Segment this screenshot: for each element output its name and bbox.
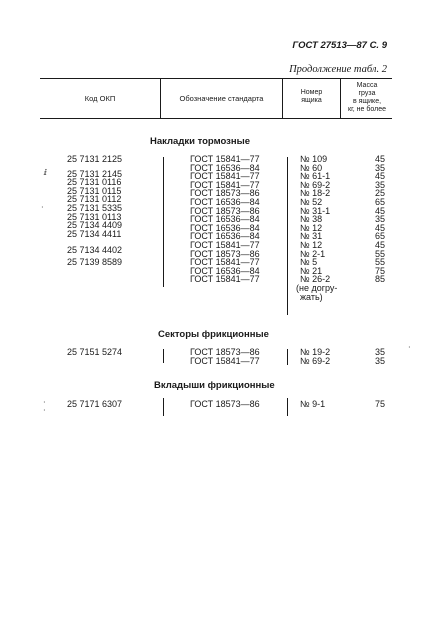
section-standards — [190, 348, 260, 365]
scan-speck: · — [43, 406, 46, 415]
row-bar-standard — [163, 398, 164, 416]
box-cell: № 5 — [300, 257, 318, 268]
section-title: Секторы фрикционные — [158, 329, 269, 340]
standard-cell: ГОСТ 18573—86 — [190, 399, 260, 409]
standard-cell: ГОСТ 18573—86 — [190, 248, 260, 259]
table-header-bottom-rule — [40, 118, 392, 119]
standard-cell: ГОСТ 16536—84 — [190, 162, 260, 173]
row-bar-box — [287, 157, 288, 315]
standard-cell: ГОСТ 15841—77 — [190, 274, 260, 285]
section-title: Накладки тормозные — [150, 136, 251, 147]
row-bar-box — [287, 349, 288, 365]
box-cell: № 12 — [300, 222, 323, 233]
scan-speck: · — [41, 203, 44, 212]
code-cell: 25 7131 0116 — [67, 177, 122, 188]
mass-cell: 35 — [375, 179, 386, 190]
box-cell: № 9-1 — [300, 399, 326, 409]
standard-cell: ГОСТ 15841—77 — [190, 355, 260, 366]
column-header-standard: Обозначение стандарта — [179, 94, 264, 103]
box-cell: № 31 — [300, 231, 323, 242]
standard-cell: ГОСТ 18573—86 — [190, 347, 260, 357]
section-codes — [67, 155, 122, 267]
mass-cell: 45 — [375, 171, 386, 182]
box-cell: № 109 — [300, 154, 328, 164]
standard-cell: ГОСТ 15841—77 — [190, 154, 260, 164]
mass-cell: 35 — [375, 162, 386, 173]
box-cell: № 2-1 — [300, 248, 326, 259]
standard-cell: ГОСТ 16536—84 — [190, 231, 260, 242]
scan-speck: · — [43, 398, 46, 407]
code-cell: 25 7134 4409 — [67, 220, 123, 231]
standard-cell: ГОСТ 15841—77 — [190, 239, 260, 250]
code-cell: 25 7139 8589 — [67, 256, 123, 267]
code-cell: 25 7134 4402 — [67, 245, 123, 256]
mass-cell: 25 — [375, 188, 386, 199]
box-cell: № 12 — [300, 239, 323, 250]
column-header-code: Код ОКП — [84, 94, 116, 103]
section-codes — [67, 348, 122, 357]
standard-cell: ГОСТ 15841—77 — [190, 257, 260, 268]
section-masses — [375, 155, 385, 284]
standard-cell: ГОСТ 16536—84 — [190, 265, 260, 276]
standard-cell: ГОСТ 16536—84 — [190, 214, 260, 225]
scan-speck: · — [408, 343, 411, 352]
box-note: (не догру- — [296, 282, 338, 293]
page-header: ГОСТ 27513—87 С. 9 — [292, 40, 387, 51]
mass-cell: 45 — [375, 154, 386, 164]
box-cell: № 69-2 — [300, 179, 331, 190]
box-cell: № 60 — [300, 162, 323, 173]
box-cell: № 21 — [300, 265, 323, 276]
row-bar-box — [287, 398, 288, 416]
code-cell: 25 7151 5274 — [67, 347, 123, 357]
mass-cell: 55 — [375, 257, 386, 268]
code-cell: 25 7131 2145 — [67, 168, 123, 179]
section-boxes — [300, 400, 325, 409]
box-cell: № 69-2 — [300, 355, 331, 366]
section-masses — [375, 348, 385, 365]
mass-cell: 85 — [375, 274, 386, 285]
section-standards — [190, 400, 260, 409]
section-title: Вкладыши фрикционные — [154, 380, 275, 391]
scan-speck: ⅈ — [44, 168, 48, 177]
mass-cell: 35 — [375, 347, 386, 357]
standard-cell: ГОСТ 18573—86 — [190, 205, 260, 216]
code-cell: 25 7131 0115 — [67, 185, 122, 196]
box-cell: № 38 — [300, 214, 323, 225]
mass-cell: 45 — [375, 239, 386, 250]
column-header-mass: Масса груза в ящике, кг, не более — [348, 82, 386, 113]
box-cell: № 19-2 — [300, 347, 331, 357]
box-cell: № 52 — [300, 196, 323, 207]
column-header-box-number: Номер ящика — [300, 89, 323, 104]
mass-cell: 75 — [375, 265, 386, 276]
section-boxes — [300, 348, 330, 365]
standard-cell: ГОСТ 15841—77 — [190, 179, 260, 190]
standard-cell: ГОСТ 16536—84 — [190, 196, 260, 207]
code-cell: 25 7134 4411 — [67, 228, 122, 239]
section-codes — [67, 400, 122, 409]
box-cell: № 61-1 — [300, 171, 331, 182]
section-masses — [375, 400, 385, 409]
mass-cell: 65 — [375, 231, 386, 242]
mass-cell: 35 — [375, 214, 386, 225]
mass-cell: 45 — [375, 222, 386, 233]
box-cell: № 18-2 — [300, 188, 331, 199]
box-note: жать) — [300, 291, 323, 302]
mass-cell: 45 — [375, 205, 386, 216]
code-cell: 25 7171 6307 — [67, 399, 123, 409]
code-cell: 25 7131 0113 — [67, 211, 122, 222]
table-continuation-label: Продолжение табл. 2 — [289, 64, 387, 75]
mass-cell: 75 — [375, 399, 386, 409]
mass-cell: 65 — [375, 196, 386, 207]
mass-cell: 55 — [375, 248, 386, 259]
box-cell: № 31-1 — [300, 205, 331, 216]
section-standards — [190, 155, 260, 284]
code-cell: 25 7131 5335 — [67, 202, 123, 213]
mass-cell: 35 — [375, 355, 386, 366]
standard-cell: ГОСТ 16536—84 — [190, 222, 260, 233]
standard-cell: ГОСТ 15841—77 — [190, 171, 260, 182]
box-cell: № 26-2 — [300, 274, 331, 285]
standard-cell: ГОСТ 18573—86 — [190, 188, 260, 199]
row-bar-standard — [163, 157, 164, 287]
code-cell: 25 7131 2125 — [67, 154, 123, 164]
section-boxes — [296, 154, 338, 302]
code-cell: 25 7131 0112 — [67, 194, 122, 205]
row-bar-standard — [163, 349, 164, 363]
